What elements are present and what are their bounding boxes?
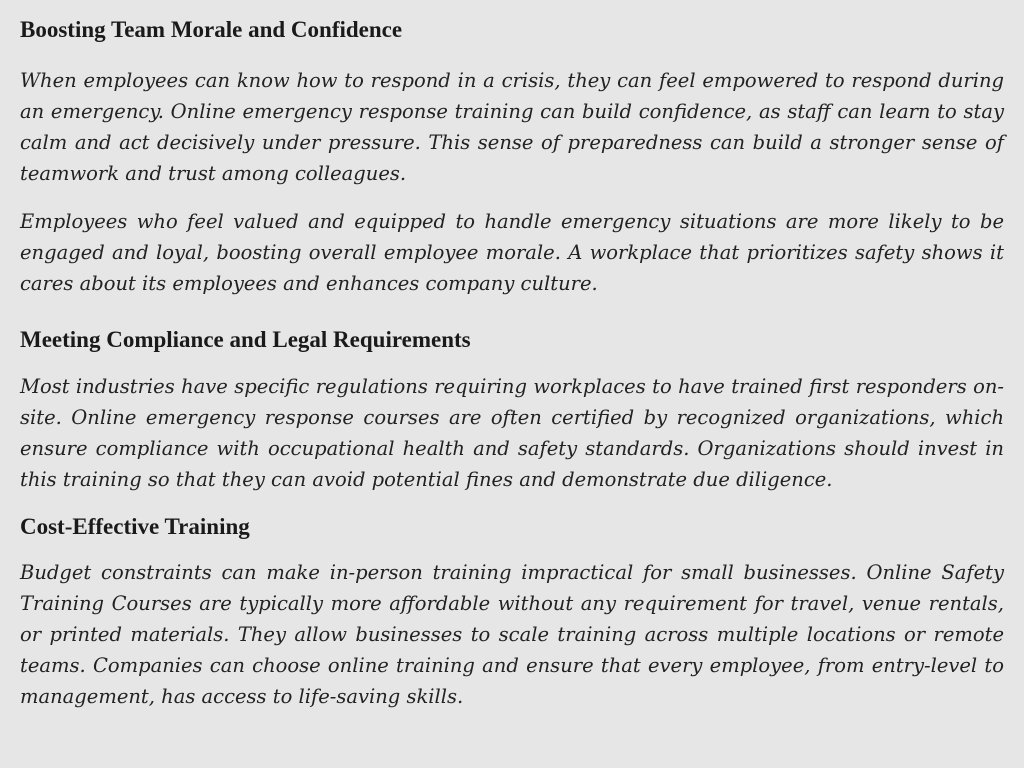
section-compliance bbox=[20, 325, 1004, 495]
section-heading: Meeting Compliance and Legal Requirements bbox=[20, 327, 471, 352]
paragraph: When employees can know how to respond in a crisis, they can feel empowered to respond during an emergency. Online emergency response training can build confidence, as staff can learn to stay calm and act decisively under pressure. This sense of preparedness can build a stronger sense of teamwork and trust among colleagues. bbox=[20, 69, 1004, 185]
paragraph: Budget constraints can make in-person training impractical for small businesses. Online Safety Training Courses are typically more affordable without any requirement for travel, venue rentals, or printed materials. They allow businesses to scale training across multiple locations or remote teams. Companies can choose online training and ensure that every employee, from entry-level to management, has access to life-saving skills. bbox=[20, 561, 1004, 708]
section-cost-effective bbox=[20, 512, 1004, 712]
section-team-morale bbox=[20, 15, 1004, 299]
section-heading: Boosting Team Morale and Confidence bbox=[20, 17, 403, 42]
paragraph: Most industries have specific regulations requiring workplaces to have trained first responders on-site. Online emergency response courses are often certified by recognized organizations, which ensure compliance with occupational health and safety standards. Organizations should invest in this training so that they can avoid potential fines and demonstrate due diligence. bbox=[20, 375, 1004, 491]
section-heading: Cost-Effective Training bbox=[20, 514, 250, 539]
paragraph: Employees who feel valued and equipped to handle emergency situations are more likely to be engaged and loyal, boosting overall employee morale. A workplace that prioritizes safety shows it cares about its employees and enhances company culture. bbox=[20, 210, 1004, 295]
